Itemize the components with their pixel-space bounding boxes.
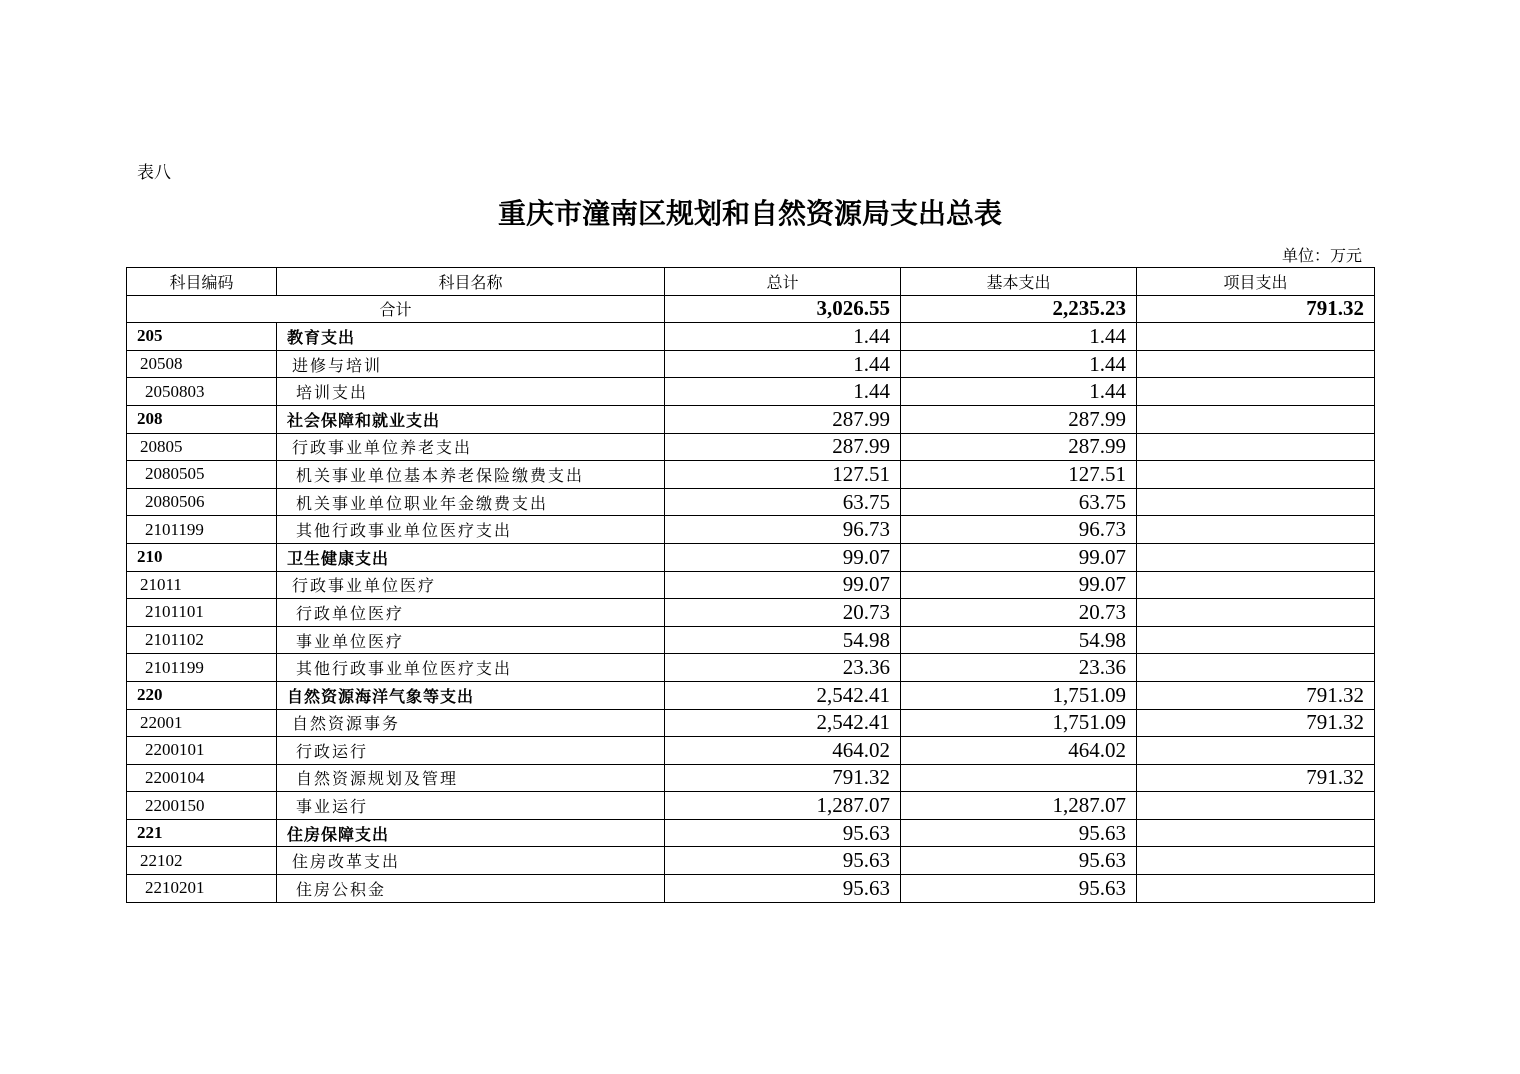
row-project	[1137, 737, 1375, 765]
row-project	[1137, 847, 1375, 875]
total-basic: 2,235.23	[901, 295, 1137, 323]
table-row	[127, 626, 1375, 654]
table-label: 表八	[137, 163, 171, 183]
table-row	[127, 378, 1375, 406]
row-basic: 23.36	[901, 654, 1137, 682]
row-code: 221	[127, 819, 277, 847]
table-row	[127, 709, 1375, 737]
row-code: 22102	[127, 847, 277, 875]
row-code: 2050803	[127, 378, 277, 406]
row-code: 2200150	[127, 792, 277, 820]
table-row	[127, 461, 1375, 489]
row-total: 99.07	[665, 571, 901, 599]
page-title: 重庆市潼南区规划和自然资源局支出总表	[497, 197, 1002, 230]
row-name: 住房保障支出	[277, 819, 665, 847]
table-row	[127, 323, 1375, 351]
total-total: 3,026.55	[665, 295, 901, 323]
row-project: 791.32	[1137, 681, 1375, 709]
row-basic: 95.63	[901, 847, 1137, 875]
row-name: 社会保障和就业支出	[277, 405, 665, 433]
row-total: 127.51	[665, 461, 901, 489]
row-total: 287.99	[665, 405, 901, 433]
row-total: 23.36	[665, 654, 901, 682]
row-name: 其他行政事业单位医疗支出	[277, 654, 665, 682]
table-row	[127, 764, 1375, 792]
table-row	[127, 433, 1375, 461]
row-project	[1137, 571, 1375, 599]
table-row	[127, 405, 1375, 433]
row-name: 进修与培训	[277, 350, 665, 378]
row-total: 95.63	[665, 819, 901, 847]
row-basic: 95.63	[901, 875, 1137, 903]
row-project	[1137, 819, 1375, 847]
row-project	[1137, 378, 1375, 406]
row-basic: 464.02	[901, 737, 1137, 765]
row-code: 205	[127, 323, 277, 351]
row-code: 2080506	[127, 488, 277, 516]
row-name: 行政运行	[277, 737, 665, 765]
row-code: 2200104	[127, 764, 277, 792]
table-row	[127, 847, 1375, 875]
row-total: 54.98	[665, 626, 901, 654]
row-project	[1137, 405, 1375, 433]
row-code: 2101199	[127, 654, 277, 682]
header-project: 项目支出	[1137, 268, 1375, 296]
row-name: 事业运行	[277, 792, 665, 820]
row-basic: 95.63	[901, 819, 1137, 847]
row-total: 1.44	[665, 350, 901, 378]
row-project	[1137, 654, 1375, 682]
row-name: 教育支出	[277, 323, 665, 351]
row-name: 机关事业单位职业年金缴费支出	[277, 488, 665, 516]
row-project	[1137, 323, 1375, 351]
unit-label: 单位：万元	[1281, 246, 1362, 265]
row-name: 住房公积金	[277, 875, 665, 903]
row-code: 208	[127, 405, 277, 433]
row-name: 其他行政事业单位医疗支出	[277, 516, 665, 544]
row-basic: 20.73	[901, 599, 1137, 627]
row-code: 20805	[127, 433, 277, 461]
row-name: 自然资源事务	[277, 709, 665, 737]
row-total: 95.63	[665, 847, 901, 875]
row-code: 21011	[127, 571, 277, 599]
row-project: 791.32	[1137, 764, 1375, 792]
row-total: 95.63	[665, 875, 901, 903]
row-project	[1137, 543, 1375, 571]
row-code: 2210201	[127, 875, 277, 903]
row-basic: 1.44	[901, 350, 1137, 378]
row-project	[1137, 350, 1375, 378]
row-basic: 287.99	[901, 405, 1137, 433]
row-basic: 63.75	[901, 488, 1137, 516]
row-project	[1137, 599, 1375, 627]
expenditure-table	[126, 267, 1375, 903]
row-name: 培训支出	[277, 378, 665, 406]
header-name: 科目名称	[277, 268, 665, 296]
table-row	[127, 516, 1375, 544]
total-row	[127, 295, 1375, 323]
row-basic: 1,287.07	[901, 792, 1137, 820]
row-total: 1.44	[665, 378, 901, 406]
table-row	[127, 819, 1375, 847]
header-total: 总计	[665, 268, 901, 296]
row-basic: 1,751.09	[901, 681, 1137, 709]
row-total: 20.73	[665, 599, 901, 627]
table-row	[127, 350, 1375, 378]
row-code: 2200101	[127, 737, 277, 765]
row-name: 卫生健康支出	[277, 543, 665, 571]
row-name: 自然资源海洋气象等支出	[277, 681, 665, 709]
row-code: 2101101	[127, 599, 277, 627]
row-total: 287.99	[665, 433, 901, 461]
row-project	[1137, 488, 1375, 516]
row-basic: 99.07	[901, 543, 1137, 571]
row-project	[1137, 461, 1375, 489]
row-name: 机关事业单位基本养老保险缴费支出	[277, 461, 665, 489]
row-project	[1137, 875, 1375, 903]
table-row	[127, 654, 1375, 682]
table-row	[127, 488, 1375, 516]
row-basic: 127.51	[901, 461, 1137, 489]
row-name: 行政单位医疗	[277, 599, 665, 627]
row-basic: 54.98	[901, 626, 1137, 654]
row-name: 行政事业单位养老支出	[277, 433, 665, 461]
row-total: 2,542.41	[665, 681, 901, 709]
header-basic: 基本支出	[901, 268, 1137, 296]
row-basic: 1,751.09	[901, 709, 1137, 737]
row-project	[1137, 516, 1375, 544]
row-total: 791.32	[665, 764, 901, 792]
row-project	[1137, 433, 1375, 461]
row-basic: 99.07	[901, 571, 1137, 599]
row-project: 791.32	[1137, 709, 1375, 737]
table-row	[127, 599, 1375, 627]
table-row	[127, 681, 1375, 709]
total-project: 791.32	[1137, 295, 1375, 323]
row-code: 20508	[127, 350, 277, 378]
row-basic: 1.44	[901, 378, 1137, 406]
row-code: 2101102	[127, 626, 277, 654]
row-basic: 1.44	[901, 323, 1137, 351]
header-code: 科目编码	[127, 268, 277, 296]
row-basic: 96.73	[901, 516, 1137, 544]
row-code: 2080505	[127, 461, 277, 489]
table-row	[127, 875, 1375, 903]
header-row	[127, 268, 1375, 296]
row-total: 1,287.07	[665, 792, 901, 820]
total-label: 合计	[127, 295, 665, 323]
table-row	[127, 737, 1375, 765]
row-total: 464.02	[665, 737, 901, 765]
row-basic	[901, 764, 1137, 792]
row-total: 63.75	[665, 488, 901, 516]
row-code: 210	[127, 543, 277, 571]
row-total: 96.73	[665, 516, 901, 544]
row-name: 行政事业单位医疗	[277, 571, 665, 599]
row-code: 2101199	[127, 516, 277, 544]
row-total: 2,542.41	[665, 709, 901, 737]
row-total: 1.44	[665, 323, 901, 351]
row-name: 事业单位医疗	[277, 626, 665, 654]
table-row	[127, 792, 1375, 820]
row-project	[1137, 626, 1375, 654]
row-basic: 287.99	[901, 433, 1137, 461]
row-total: 99.07	[665, 543, 901, 571]
table-row	[127, 543, 1375, 571]
row-name: 自然资源规划及管理	[277, 764, 665, 792]
row-code: 220	[127, 681, 277, 709]
row-name: 住房改革支出	[277, 847, 665, 875]
table-row	[127, 571, 1375, 599]
row-project	[1137, 792, 1375, 820]
row-code: 22001	[127, 709, 277, 737]
